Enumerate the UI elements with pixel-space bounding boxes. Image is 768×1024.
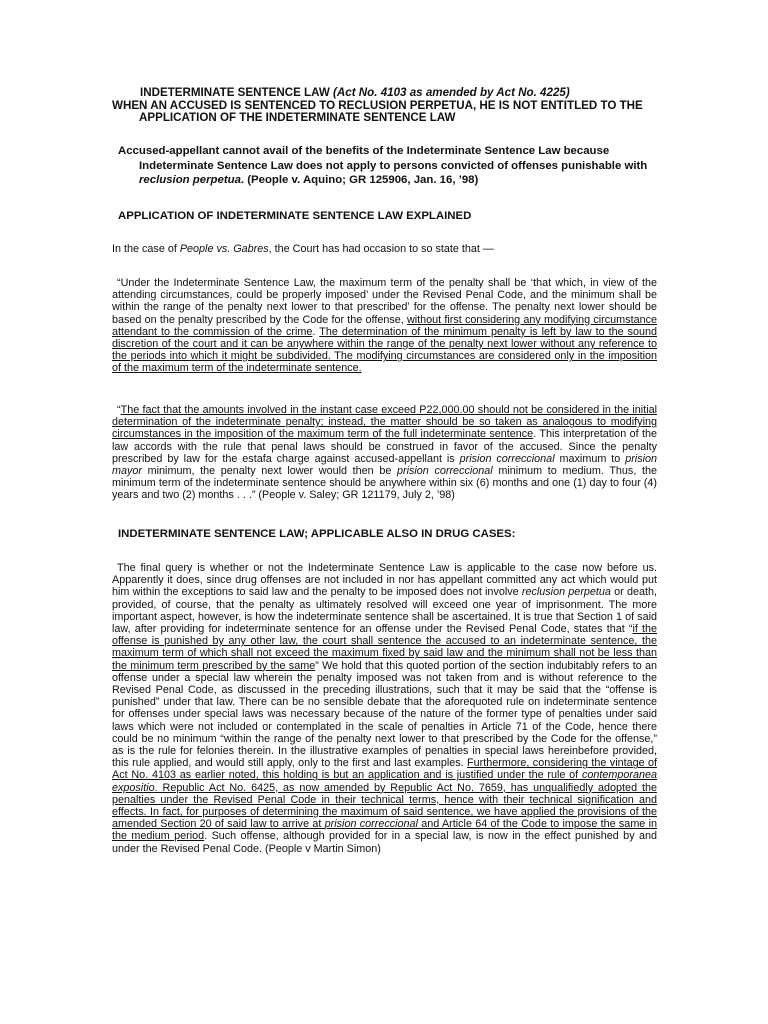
header-line-3: APPLICATION OF THE INDETERMINATE SENTENCE LAW	[139, 111, 456, 125]
drug-text-3: ” We hold that this quoted portion of the section indubitably refers to an offense under a special law wherein the penalty imposed was not taken from and is without reference to the Revised Penal Code, as discussed in the preceding illustrations, such that it may be said that the “offense is punished” under that law. There can be no sensible debate that the aforequoted rule on indeterminate sentence for offenses under special laws was necessary because of the nature of the former type of penalties under said laws which were not included or contemplated in the scale of penalties in Article 71 of the Code, hence there could be no minimum “within the range of the penalty next lower to that prescribed by the Code for the offense,” as is the rule for felonies therein. In the illustrative examples of penalties in special laws hereinbefore provided, this rule applied, and would still apply, only to the first and last examples.	[112, 659, 657, 770]
drug-underlined-1: if the offense is punished by any other law, the court shall sentence the accused to an indeterminate sentence, the maximum term of which shall not exceed the maximum fixed by said law and the minimum shall not be less than the minimum term prescribed by the same	[112, 623, 657, 672]
intro-text: In the case of	[112, 243, 180, 255]
doctrine-line-1: Accused-appellant cannot avail of the benefits of the Indeterminate Sentence Law because	[118, 145, 610, 157]
drug-text-2: or death, provided, of course, that the penalty as ultimately resolved will exceed one year of imprisonment. The more important aspect, however, is how the indeterminate sentence shall be ascertained. It is true that Section 1 of said law, after providing for indeterminate sentence for an offense under the Revised Penal Code, states that “	[112, 586, 657, 636]
drug-text-1: The final query is whether or not the Indeterminate Sentence Law is applicable to the case now before us. Apparently it does, since drug offenses are not included in nor has appellant committed any act which would put him within the exceptions to said law and the penalty to be imposed does not involve	[112, 562, 657, 599]
quote1-underlined-1: without first considering any modifying circumstance attendant to the commission of the crime	[112, 313, 657, 338]
quote2-term-2: prision mayor	[112, 452, 658, 478]
quote2-text: . This interpretation of the law accords with the rule that penal laws should be construed in favor of the accused. Since the penalty prescribed by law for the estafa charge against accused-appellant is	[112, 428, 657, 465]
header-title: INDETERMINATE SENTENCE LAW	[140, 86, 330, 99]
drug-underlined-term: contemporanea expositio	[112, 769, 657, 794]
quote2-underlined: The fact that the amounts involved in the instant case exceed P22,000.00 should not be considered in the initial determination of the indeterminate penalty; instead, the matter should be so taken as analogous to modifying circumstances in the imposition of the maximum term of the full indeterminate sentence	[112, 404, 657, 441]
quote2-text-4: minimum to medium. Thus, the minimum term of the indeterminate sentence should be anywhere within six (6) months and one (1) day to four (4) years and two (2) months . . .” (People v. Saley; GR 121179, July 2, ’98)	[112, 465, 657, 502]
header-line-1	[112, 87, 652, 100]
case-name: People vs. Gabres	[179, 243, 269, 255]
header-act-reference: (Act No. 4103 as amended by Act No. 4225)	[333, 86, 570, 99]
drug-cases-paragraph	[112, 562, 657, 855]
doctrine-statement	[118, 144, 648, 188]
doctrine-line-2: Indeterminate Sentence Law does not apply to persons convicted of offenses punishable with	[139, 159, 648, 172]
quote-paragraph-2	[112, 404, 657, 502]
document-header	[112, 87, 652, 125]
quote1-text: “Under the Indeterminate Sentence Law, the maximum term of the penalty shall be ‘that which, in view of the attending circumstances, could be properly imposed’ under the Revised Penal Code, and the minimum shall be within the range of the penalty next lower to that prescribed’ for the offense. The penalty next lower should be based on the penalty prescribed by the Code for the offense,	[112, 277, 657, 326]
quote2-term-1: prision correccional	[459, 452, 555, 465]
doctrine-term: reclusion perpetua	[139, 174, 241, 187]
drug-underlined-term-2: prision correccional	[324, 818, 418, 831]
quote1-underlined-2: The determination of the minimum penalty is left by law to the sound discretion of the court and it can be anywhere within the range of the penalty next lower without any reference to the periods into which it might be subdivided. The modifying circumstances are considered only in the imposition of the maximum term of the indeterminate sentence.	[112, 325, 658, 375]
intro-text-end: , the Court has had occasion to so state that —	[268, 243, 494, 255]
drug-term-1: reclusion perpetua	[521, 586, 611, 599]
drug-text-4: . Such offense, although provided for in a special law, is now in the effect punished by and under the Revised Penal Code. (People v Martin Simon)	[112, 830, 657, 855]
drug-underlined-3: . Republic Act No. 6425, as now amended by Republic Act No. 7659, has unqualifiedly adopted the penalties under the Revised Penal Code in their technical terms, hence with their technical signification and effects. In fact, for purposes of determining the maximum of said sentence, we have applied the provisions of the amended Section 20 of said law to arrive at	[112, 781, 657, 831]
drug-underlined-2: Furthermore, considering the vintage of Act No. 4103 as earlier noted, this holding is but an application and is justified under the rule of	[112, 757, 658, 782]
quote2-open: “	[117, 404, 121, 416]
quote-paragraph-1	[112, 277, 657, 375]
doctrine-line-3	[118, 173, 638, 188]
section-heading-1: APPLICATION OF INDETERMINATE SENTENCE LAW EXPLAINED	[118, 210, 472, 222]
intro-paragraph	[112, 243, 657, 255]
quote2-term-3: prision correccional	[397, 465, 493, 478]
header-line-2: WHEN AN ACCUSED IS SENTENCED TO RECLUSION PERPETUA, HE IS NOT ENTITLED TO THE	[112, 98, 643, 112]
quote2-text-3: minimum, the penalty next lower would then be	[142, 465, 397, 478]
quote2-text-2: maximum to	[554, 452, 626, 465]
doctrine-citation: . (People v. Aquino; GR 125906, Jan. 16, ’98)	[240, 174, 479, 187]
drug-underlined-4: and Article 64 of the Code to impose the same in the medium period	[112, 818, 658, 843]
quote1-text-2: .	[312, 325, 320, 338]
section-heading-2: INDETERMINATE SENTENCE LAW; APPLICABLE ALSO IN DRUG CASES:	[118, 528, 516, 540]
